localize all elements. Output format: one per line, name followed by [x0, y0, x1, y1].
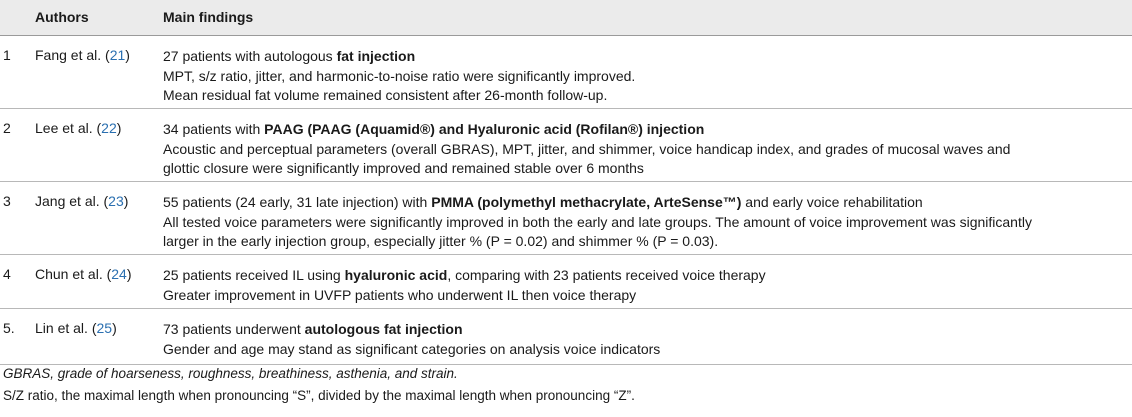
header-authors: Authors [35, 9, 89, 25]
findings-line-2: Gender and age may stand as significant categories on analysis voice indicators [163, 340, 661, 357]
row-author [35, 193, 128, 209]
author-name: Fang et al. ( [35, 47, 110, 63]
findings-emphasis: hyaluronic acid [344, 267, 448, 283]
footnote-sz-ratio: S/Z ratio, the maximal length when pronouncing “S”, divided by the maximal length when pronouncing “Z”. [3, 387, 635, 403]
reference-link[interactable]: 22 [101, 120, 117, 136]
row-number: 2 [3, 120, 11, 136]
table-footnotes [3, 363, 635, 406]
table-row [0, 255, 1132, 309]
author-close: ) [116, 120, 122, 136]
findings-text: 25 patients received IL using [163, 267, 345, 283]
findings-line-3: larger in the early injection group, especially jitter % (P = 0.02) and shimmer % (P = 0.03). [163, 233, 719, 249]
author-close: ) [125, 47, 130, 63]
row-author [35, 47, 130, 63]
row-author [35, 266, 132, 282]
findings-line-3: glottic closure were significantly improved and remained stable over 6 months [163, 160, 644, 176]
findings-line-1 [163, 266, 1128, 286]
author-close: ) [112, 320, 117, 336]
row-number: 4 [3, 266, 11, 282]
findings-line-3: Mean residual fat volume remained consistent after 26-month follow-up. [163, 87, 608, 103]
author-close: ) [126, 266, 132, 282]
author-name: Lee et al. ( [35, 120, 102, 136]
row-number: 3 [3, 193, 11, 209]
author-name: Lin et al. ( [35, 320, 97, 336]
author-close: ) [123, 193, 129, 209]
findings-emphasis: PAAG (PAAG (Aquamid®) and Hyaluronic acid (Rofilan®) injection [264, 121, 705, 137]
findings-line-1 [163, 320, 1128, 340]
table-header [0, 0, 1132, 36]
findings-emphasis: autologous fat injection [304, 321, 463, 337]
findings-line-2: MPT, s/z ratio, jitter, and harmonic-to-noise ratio were significantly improved. [163, 67, 636, 84]
reference-link[interactable]: 25 [96, 320, 113, 336]
findings-line-2: Greater improvement in UVFP patients who underwent IL then voice therapy [163, 286, 637, 303]
reference-link[interactable]: 24 [111, 266, 127, 282]
author-name: Chun et al. ( [35, 266, 112, 282]
table-row [0, 109, 1132, 182]
findings-text-tail: , comparing with 23 patients received voice therapy [447, 267, 766, 283]
row-number: 1 [3, 47, 11, 63]
row-author [35, 120, 121, 136]
findings-line-1 [163, 120, 1128, 140]
findings-emphasis: PMMA (polymethyl methacrylate, ArteSense™) [431, 194, 742, 210]
findings-line-1 [163, 47, 1128, 67]
row-findings [163, 193, 1128, 252]
reference-link[interactable]: 21 [109, 47, 126, 63]
row-findings [163, 266, 1128, 305]
findings-text: 27 patients with autologous [163, 48, 337, 64]
row-findings [163, 47, 1128, 106]
reference-link[interactable]: 23 [108, 193, 124, 209]
findings-line-1 [163, 193, 1128, 213]
table-row [0, 309, 1132, 365]
findings-text-tail: and early voice rehabilitation [741, 194, 923, 210]
row-author [35, 320, 117, 336]
header-main-findings: Main findings [163, 9, 254, 25]
findings-line-2: Acoustic and perceptual parameters (overall GBRAS), MPT, jitter, and shimmer, voice handicap index, and grades of mucosal waves and [163, 140, 1011, 157]
table-row [0, 36, 1132, 109]
row-findings [163, 320, 1128, 359]
author-name: Jang et al. ( [35, 193, 109, 209]
footnote-gbras: GBRAS, grade of hoarseness, roughness, breathiness, asthenia, and strain. [3, 366, 458, 381]
findings-text: 55 patients (24 early, 31 late injection) with [163, 194, 432, 210]
table-row [0, 182, 1132, 255]
row-number: 5. [3, 320, 15, 336]
findings-text: 73 patients underwent [163, 321, 305, 337]
findings-line-2: All tested voice parameters were significantly improved in both the early and late groups. The amount of voice improvement was significantly [163, 213, 1032, 230]
findings-emphasis: fat injection [336, 48, 416, 64]
row-findings [163, 120, 1128, 179]
findings-text: 34 patients with [163, 121, 265, 137]
